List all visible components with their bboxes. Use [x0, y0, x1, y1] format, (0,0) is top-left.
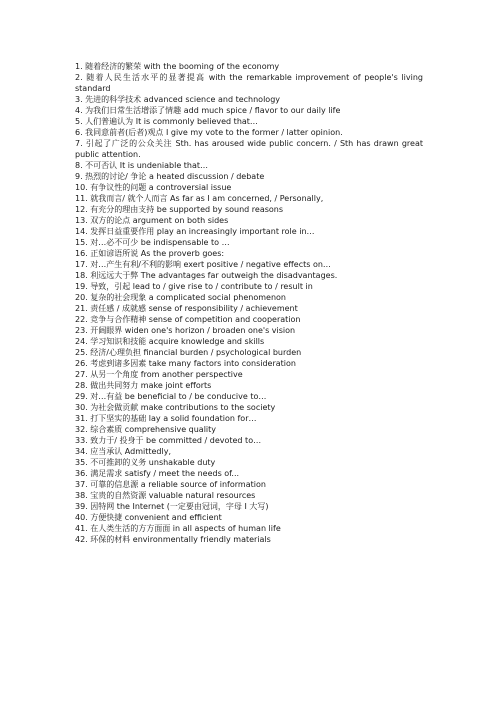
list-item: 22. 竞争与合作精神 sense of competition and cooperation: [75, 315, 301, 324]
phrase-list: [75, 61, 423, 545]
list-item: 5. 人们普遍认为 It is commonly believed that…: [75, 117, 258, 126]
list-item: 34. 应当承认 Admittedly,: [75, 447, 172, 456]
list-item: 2. 随着人民生活水平的显著提高 with the remarkable improvement of people's living standard: [75, 73, 423, 93]
list-item: 27. 从另一个角度 from another perspective: [75, 370, 243, 379]
list-item: 11. 就我而言/ 就个人而言 As far as I am concerned, / Personally,: [75, 194, 324, 203]
list-item: 12. 有充分的理由支持 be supported by sound reasons: [75, 205, 284, 214]
list-item: 28. 做出共同努力 make joint efforts: [75, 381, 212, 390]
list-item: 40. 方便快捷 convenient and efficient: [75, 513, 222, 522]
list-item: 19. 导致，引起 lead to / give rise to / contribute to / result in: [75, 282, 313, 291]
list-item: 31. 打下坚实的基础 lay a solid foundation for…: [75, 414, 257, 423]
list-item: 21. 责任感 / 成就感 sense of responsibility / achievement: [75, 304, 298, 313]
list-item: 3. 先进的科学技术 advanced science and technology: [75, 95, 281, 104]
list-item: 37. 可靠的信息源 a reliable source of information: [75, 480, 266, 489]
list-item: 39. 因特网 the Internet (一定要由冠词，字母 I 大写): [75, 502, 269, 511]
list-item: 25. 经济/心理负担 financial burden / psychological burden: [75, 348, 302, 357]
list-item: 18. 利远远大于弊 The advantages far outweigh the disadvantages.: [75, 271, 338, 280]
list-item: 15. 对…必不可少 be indispensable to …: [75, 238, 230, 247]
list-item: 8. 不可否认 It is undeniable that…: [75, 161, 209, 170]
list-item: 41. 在人类生活的方方面面 in all aspects of human life: [75, 524, 281, 533]
list-item: 20. 复杂的社会现象 a complicated social phenomenon: [75, 293, 286, 302]
list-item: 9. 热烈的讨论/ 争论 a heated discussion / debate: [75, 172, 265, 181]
list-item: 4. 为我们日常生活增添了情趣 add much spice / flavor to our daily life: [75, 106, 341, 115]
list-item: 6. 我同意前者(后者)观点 I give my vote to the former / latter opinion.: [75, 128, 343, 137]
list-item: 1. 随着经济的繁荣 with the booming of the economy: [75, 62, 280, 71]
list-item: 42. 环保的材料 environmentally friendly materials: [75, 535, 271, 544]
list-item: 13. 双方的论点 argument on both sides: [75, 216, 229, 225]
list-item: 32. 综合素质 comprehensive quality: [75, 425, 217, 434]
list-item: 24. 学习知识和技能 acquire knowledge and skills: [75, 337, 265, 346]
list-item: 38. 宝贵的自然资源 valuable natural resources: [75, 491, 256, 500]
list-item: 30. 为社会做贡献 make contributions to the society: [75, 403, 276, 412]
list-item: 36. 满足需求 satisfy / meet the needs of...: [75, 469, 240, 478]
list-item: 29. 对…有益 be beneficial to / be conducive to…: [75, 392, 267, 401]
list-item: 10. 有争议性的问题 a controversial issue: [75, 183, 232, 192]
list-item: 7. 引起了广泛的公众关注 Sth. has aroused wide public concern. / Sth has drawn great public attention.: [75, 139, 423, 159]
list-item: 33. 致力于/ 投身于 be committed / devoted to…: [75, 436, 262, 445]
list-item: 35. 不可推卸的义务 unshakable duty: [75, 458, 216, 467]
list-item: 14. 发挥日益重要作用 play an increasingly important role in…: [75, 227, 315, 236]
list-item: 26. 考虑到诸多因素 take many factors into consideration: [75, 359, 296, 368]
list-item: 17. 对…产生有利/不利的影响 exert positive / negative effects on…: [75, 260, 331, 269]
list-item: 23. 开阔眼界 widen one's horizon / broaden one's vision: [75, 326, 296, 335]
list-item: 16. 正如谚语所说 As the proverb goes:: [75, 249, 225, 258]
